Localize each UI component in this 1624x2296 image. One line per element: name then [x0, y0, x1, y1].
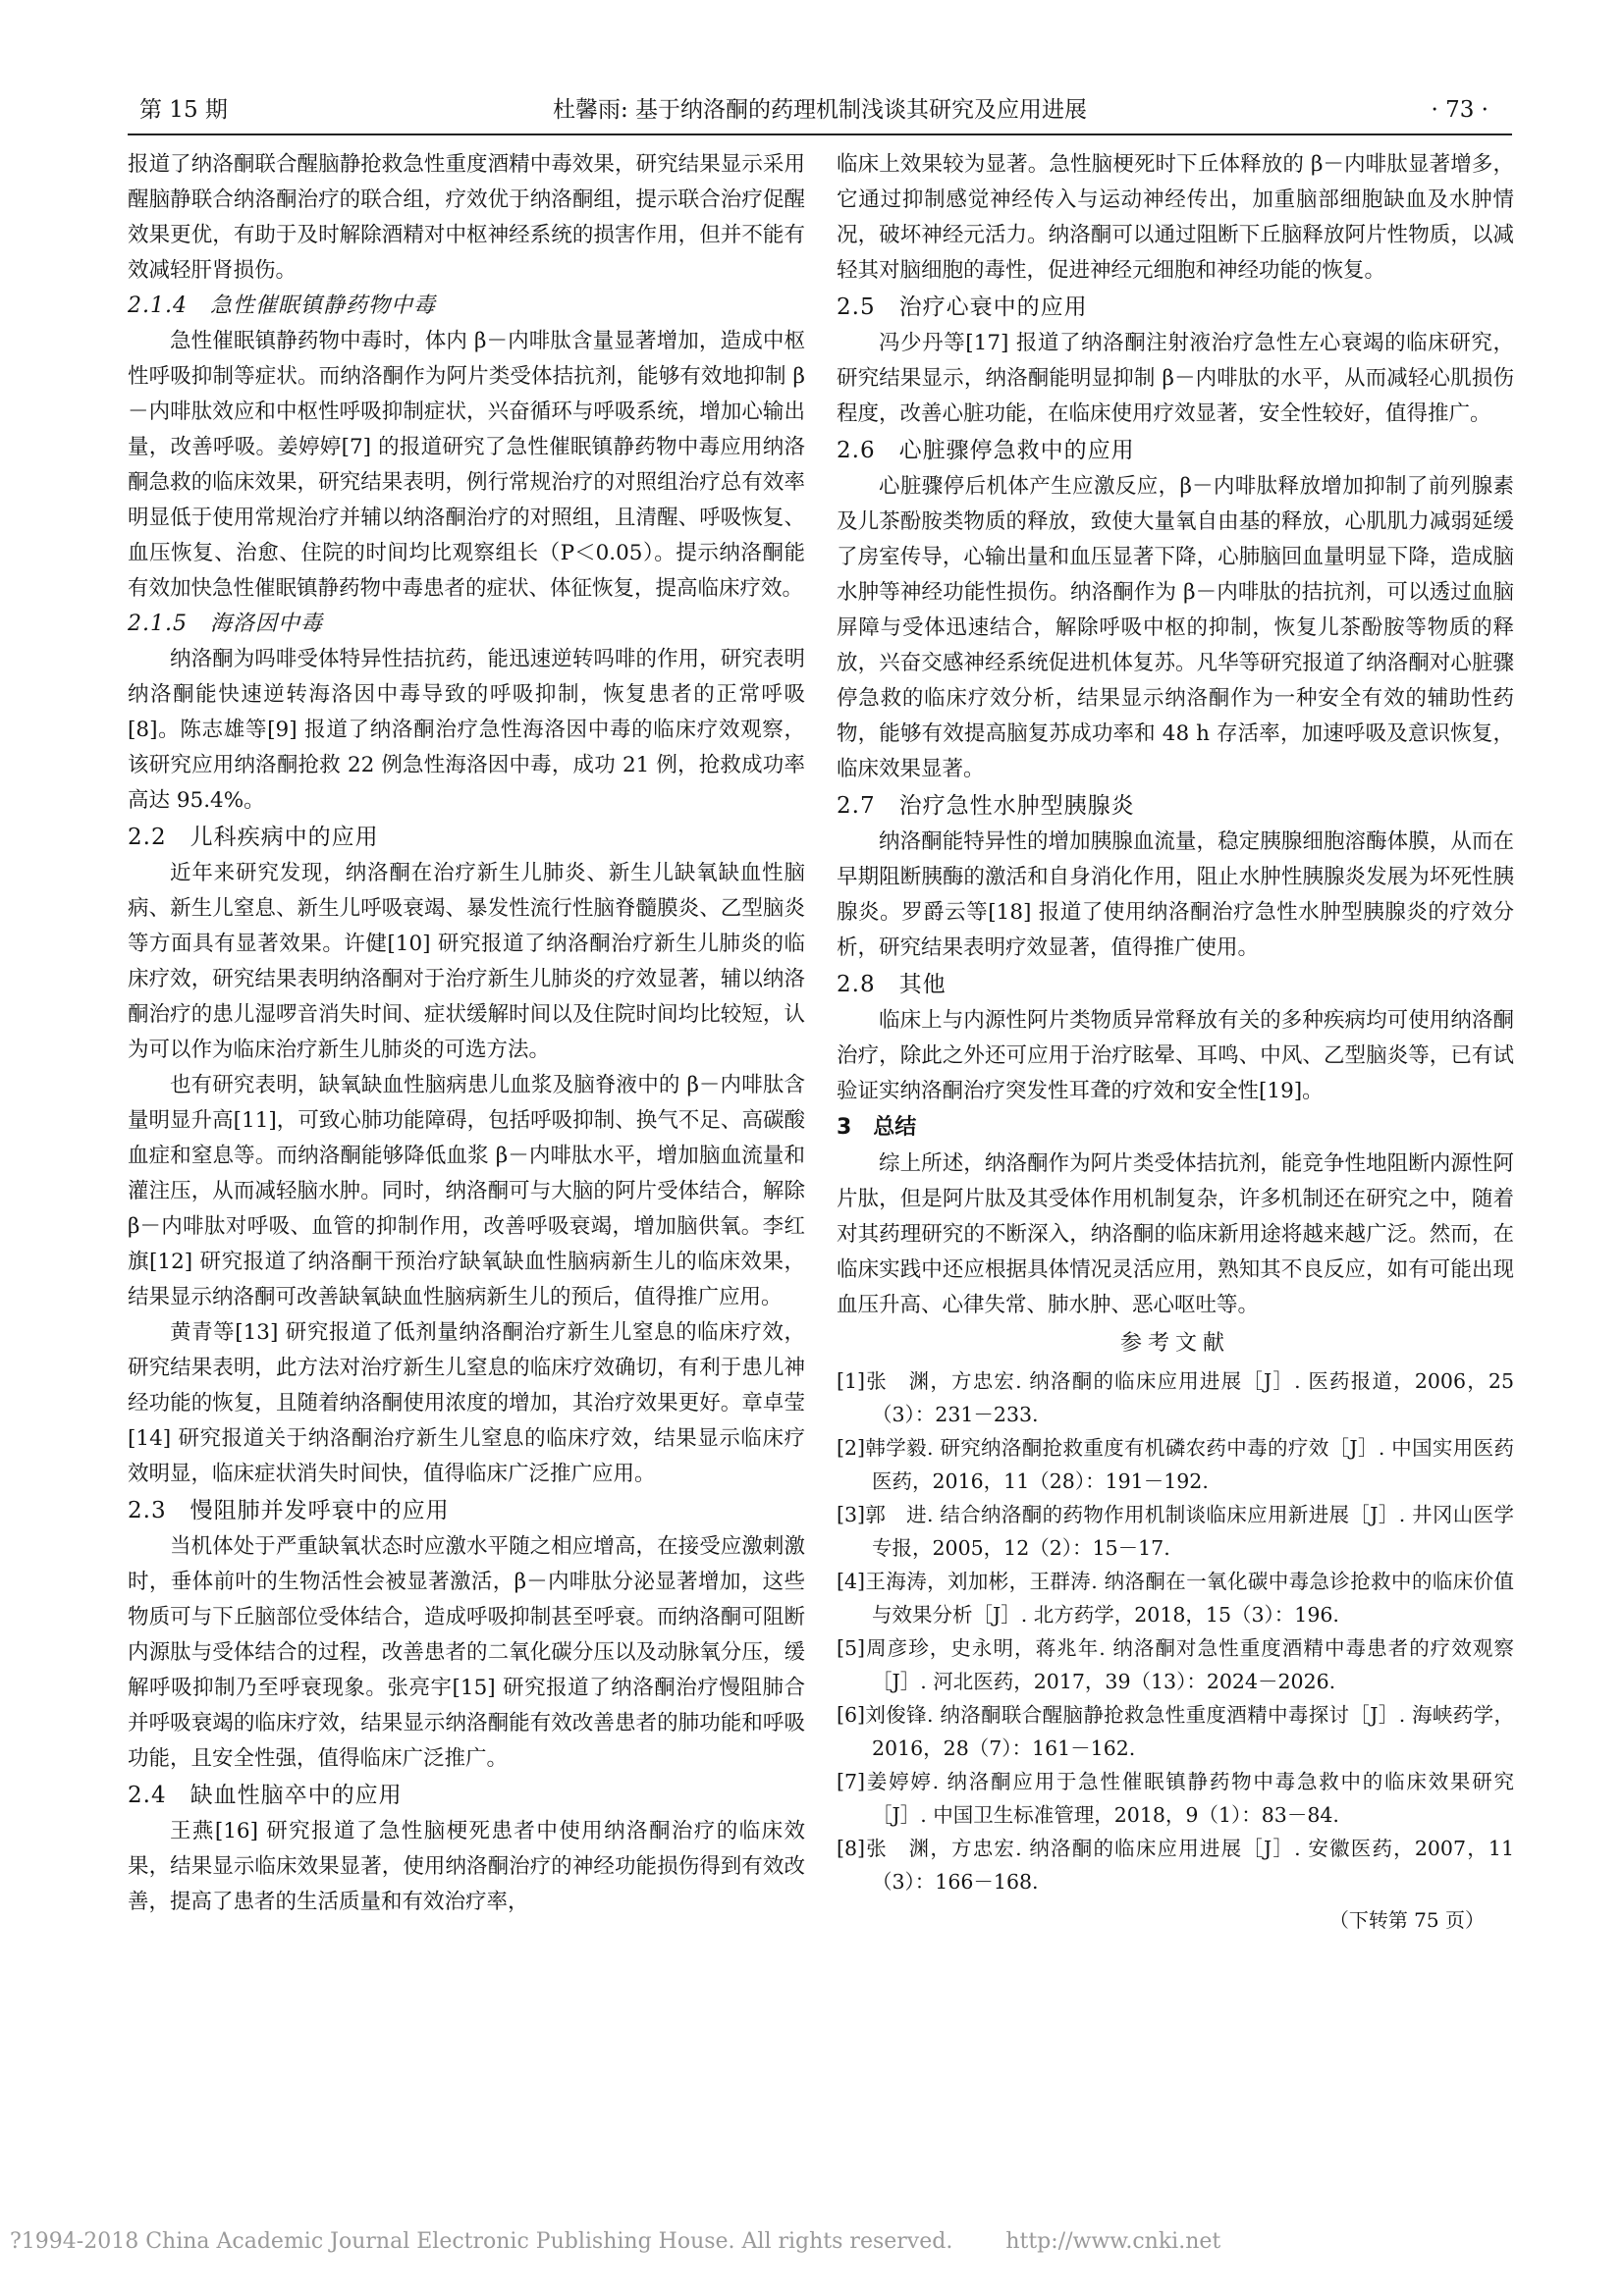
chapter-heading: 3 总结 [837, 1115, 917, 1140]
section-heading: 2.2 儿科疾病中的应用 [128, 825, 379, 850]
reference-item: [8]张 渊，方忠宏. 纳洛酮的临床应用进展［J］. 安徽医药，2007，11（3）：166－168. [837, 1837, 1514, 1894]
paragraph: 冯少丹等[17] 报道了纳洛酮注射液治疗急性左心衰竭的临床研究，研究结果显示，纳洛酮能明显抑制 β－内啡肽的水平，从而减轻心肌损伤程度，改善心脏功能，在临床使用疗效显著，安全性较好，值得推广。 [837, 331, 1514, 426]
reference-item: [3]郭 进. 结合纳洛酮的药物作用机制谈临床应用新进展［J］. 井冈山医学专报，2005，12（2）：15－17. [837, 1503, 1514, 1560]
right-column [837, 147, 1514, 2140]
paragraph: 临床上效果较为显著。急性脑梗死时下丘体释放的 β－内啡肽显著增多，它通过抑制感觉神经传入与运动神经传出，加重脑部细胞缺血及水肿情况，破坏神经元活力。纳洛酮可以通过阻断下丘脑释放阿片性物质，以减轻其对脑细胞的毒性，促进神经元细胞和神经功能的恢复。 [837, 152, 1514, 283]
paragraph: 王燕[16] 研究报道了急性脑梗死患者中使用纳洛酮治疗的临床效果，结果显示临床效果显著，使用纳洛酮治疗的神经功能损伤得到有效改善，提高了患者的生活质量和有效治疗率， [128, 1819, 805, 1914]
reference-item: [6]刘俊锋. 纳洛酮联合醒脑静抢救急性重度酒精中毒探讨［J］. 海峡药学，2016，28（7）：161－162. [837, 1703, 1514, 1760]
issue-label: 第 15 期 [139, 97, 228, 123]
subsection-heading: 2.1.5 海洛因中毒 [128, 612, 323, 636]
reference-item: [2]韩学毅. 研究纳洛酮抢救重度有机磷农药中毒的疗效［J］. 中国实用医药医药，2016，11（28）：191－192. [837, 1436, 1514, 1493]
paragraph: 近年来研究发现，纳洛酮在治疗新生儿肺炎、新生儿缺氧缺血性脑病、新生儿窒息、新生儿呼吸衰竭、暴发性流行性脑脊髓膜炎、乙型脑炎等方面具有显著效果。许健[10] 研究报道了纳洛酮治疗新生儿肺炎的临床疗效，研究结果表明纳洛酮对于治疗新生儿肺炎的疗效显著，辅以纳洛酮治疗的患儿湿啰音消失时间、症状缓解时间以及住院时间均比较短，认为可以作为临床治疗新生儿肺炎的可选方法。 [128, 861, 805, 1062]
paragraph: 纳洛酮能特异性的增加胰腺血流量，稳定胰腺细胞溶酶体膜，从而在早期阻断胰酶的激活和自身消化作用，阻止水肿性胰腺炎发展为坏死性胰腺炎。罗爵云等[18] 报道了使用纳洛酮治疗急性水肿型胰腺炎的疗效分析，研究结果表明疗效显著，值得推广使用。 [837, 829, 1514, 960]
copyright-footer [10, 2226, 1620, 2258]
reference-item: [1]张 渊，方忠宏. 纳洛酮的临床应用进展［J］. 医药报道，2006，25（3）：231－233. [837, 1369, 1514, 1426]
reference-item: [4]王海涛，刘加彬，王群涛. 纳洛酮在一氧化碳中毒急诊抢救中的临床价值与效果分析［J］. 北方药学，2018，15（3）：196. [837, 1570, 1514, 1627]
page-number: · 73 · [1431, 97, 1489, 123]
section-heading: 2.3 慢阻肺并发呼衰中的应用 [128, 1498, 450, 1523]
references-heading: 参考文献 [1119, 1331, 1230, 1356]
reference-item: [5]周彦珍，史永明，蒋兆年. 纳洛酮对急性重度酒精中毒患者的疗效观察［J］. 河北医药，2017，39（13）：2024－2026. [837, 1636, 1514, 1693]
header-rule [128, 133, 1512, 135]
paragraph: 也有研究表明，缺氧缺血性脑病患儿血浆及脑脊液中的 β－内啡肽含量明显升高[11]，可致心肺功能障碍，包括呼吸抑制、换气不足、高碳酸血症和窒息等。而纳洛酮能够降低血浆 β－内啡肽水平，增加脑血流量和灌注压，从而减轻脑水肿。同时，纳洛酮可与大脑的阿片受体结合，解除 β－内啡肽对呼吸、血管的抑制作用，改善呼吸衰竭，增加脑供氧。李红旗[12] 研究报道了纳洛酮干预治疗缺氧缺血性脑病新生儿的临床效果，结果显示纳洛酮可改善缺氧缺血性脑病新生儿的预后，值得推广应用。 [128, 1073, 805, 1309]
reference-list [837, 1364, 1514, 1898]
paragraph: 综上所述，纳洛酮作为阿片类受体拮抗剂，能竞争性地阻断内源性阿片肽，但是阿片肽及其受体作用机制复杂，许多机制还在研究之中，随着对其药理研究的不断深入，纳洛酮的临床新用途将越来越广泛。然而，在临床实践中还应根据具体情况灵活应用，熟知其不良反应，如有可能出现血压升高、心律失常、肺水肿、恶心呕吐等。 [837, 1151, 1514, 1317]
section-heading: 2.5 治疗心衰中的应用 [837, 294, 1088, 320]
copyright-text: ?1994-2018 China Academic Journal Electronic Publishing House. All rights reserved. [10, 2229, 953, 2254]
paragraph: 心脏骤停后机体产生应激反应，β－内啡肽释放增加抑制了前列腺素及儿茶酚胺类物质的释放，致使大量氧自由基的释放，心肌肌力减弱延缓了房室传导，心输出量和血压显著下降，心肺脑回血量明显下降，造成脑水肿等神经功能性损伤。纳洛酮作为 β－内啡肽的拮抗剂，可以透过血脑屏障与受体迅速结合，解除呼吸中枢的抑制，恢复儿茶酚胺等物质的释放，兴奋交感神经系统促进机体复苏。凡华等研究报道了纳洛酮对心脏骤停急救的临床疗效分析，结果显示纳洛酮作为一种安全有效的辅助性药物，能够有效提高脑复苏成功率和 48 h 存活率，加速呼吸及意识恢复，临床效果显著。 [837, 474, 1514, 781]
section-heading: 2.6 心脏骤停急救中的应用 [837, 438, 1135, 463]
subsection-heading: 2.1.4 急性催眠镇静药物中毒 [128, 294, 436, 318]
continued-note: （下转第 75 页） [1328, 1908, 1485, 1932]
paragraph: 黄青等[13] 研究报道了低剂量纳洛酮治疗新生儿窒息的临床疗效，研究结果表明，此方法对治疗新生儿窒息的临床疗效确切，有利于患儿神经功能的恢复，且随着纳洛酮使用浓度的增加，其治疗效果更好。章卓莹[14] 研究报道关于纳洛酮治疗新生儿窒息的临床疗效，结果显示临床疗效明显，临床症状消失时间快，值得临床广泛推广应用。 [128, 1320, 805, 1486]
running-title: 杜馨雨: 基于纳洛酮的药理机制浅谈其研究及应用进展 [552, 97, 1088, 123]
paragraph: 报道了纳洛酮联合醒脑静抢救急性重度酒精中毒效果，研究结果显示采用醒脑静联合纳洛酮治疗的联合组，疗效优于纳洛酮组，提示联合治疗促醒效果更优，有助于及时解除酒精对中枢神经系统的损害作用，但并不能有效减轻肝肾损伤。 [128, 152, 805, 283]
footer-url[interactable]: http://www.cnki.net [1005, 2229, 1221, 2254]
paragraph: 纳洛酮为吗啡受体特异性拮抗药，能迅速逆转吗啡的作用，研究表明纳洛酮能快速逆转海洛因中毒导致的呼吸抑制，恢复患者的正常呼吸[8]。陈志雄等[9] 报道了纳洛酮治疗急性海洛因中毒的临床疗效观察，该研究应用纳洛酮抢救 22 例急性海洛因中毒，成功 21 例，抢救成功率高达 95.4%。 [128, 647, 805, 813]
paragraph: 急性催眠镇静药物中毒时，体内 β－内啡肽含量显著增加，造成中枢性呼吸抑制等症状。而纳洛酮作为阿片类受体拮抗剂，能够有效地抑制 β－内啡肽效应和中枢性呼吸抑制症状，兴奋循环与呼吸系统，增加心输出量，改善呼吸。姜婷婷[7] 的报道研究了急性催眠镇静药物中毒应用纳洛酮急救的临床效果，研究结果表明，例行常规治疗的对照组治疗总有效率明显低于使用常规治疗并辅以纳洛酮治疗的对照组，且清醒、呼吸恢复、血压恢复、治愈、住院的时间均比观察组长（P＜0.05）。提示纳洛酮能有效加快急性催眠镇静药物中毒患者的症状、体征恢复，提高临床疗效。 [128, 329, 805, 601]
running-header [128, 90, 1512, 130]
paragraph: 当机体处于严重缺氧状态时应激水平随之相应增高，在接受应激刺激时，垂体前叶的生物活性会被显著激活，β－内啡肽分泌显著增加，这些物质可与下丘脑部位受体结合，造成呼吸抑制甚至呼衰。而纳洛酮可阻断内源肽与受体结合的过程，改善患者的二氧化碳分压以及动脉氧分压，缓解呼吸抑制乃至呼衰现象。张亮宇[15] 研究报道了纳洛酮治疗慢阻肺合并呼吸衰竭的临床疗效，结果显示纳洛酮能有效改善患者的肺功能和呼吸功能，且安全性强，值得临床广泛推广。 [128, 1534, 805, 1771]
section-heading: 2.7 治疗急性水肿型胰腺炎 [837, 793, 1135, 819]
paragraph: 临床上与内源性阿片类物质异常释放有关的多种疾病均可使用纳洛酮治疗，除此之外还可应用于治疗眩晕、耳鸣、中风、乙型脑炎等，已有试验证实纳洛酮治疗突发性耳聋的疗效和安全性[19]。 [837, 1008, 1514, 1103]
reference-item: [7]姜婷婷. 纳洛酮应用于急性催眠镇静药物中毒急救中的临床效果研究［J］. 中国卫生标准管理，2018，9（1）：83－84. [837, 1770, 1514, 1827]
section-heading: 2.8 其他 [837, 972, 947, 997]
section-heading: 2.4 缺血性脑卒中的应用 [128, 1783, 403, 1808]
left-column [128, 147, 805, 2140]
